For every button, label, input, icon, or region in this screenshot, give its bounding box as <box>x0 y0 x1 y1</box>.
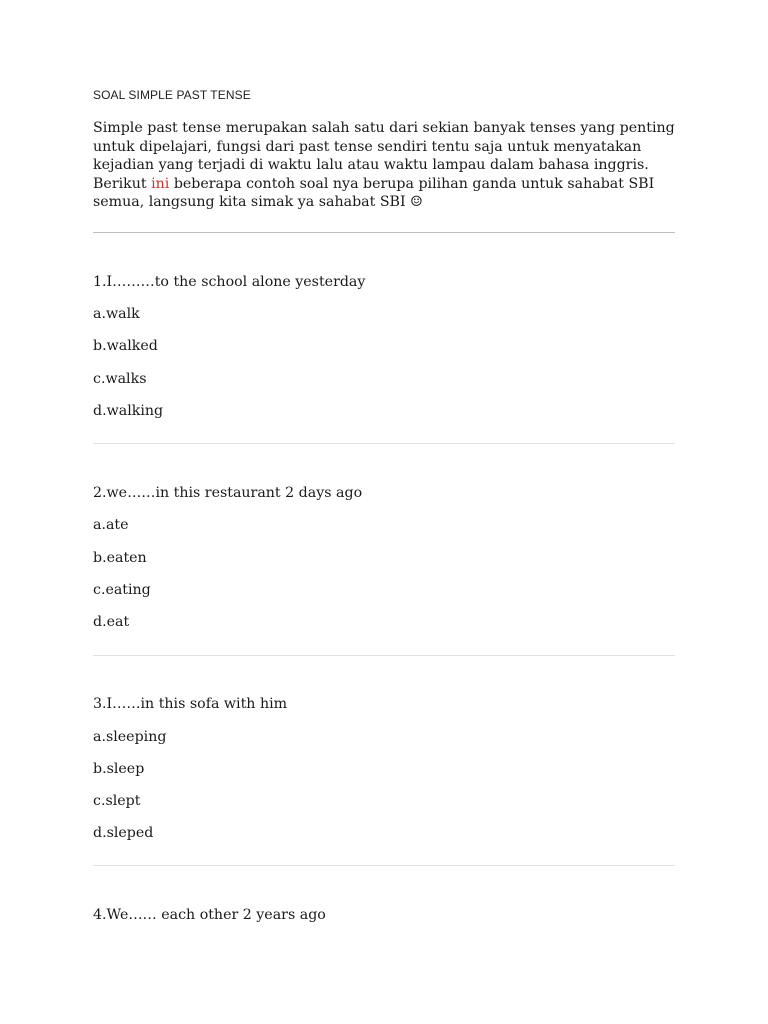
question-2-option-a: a.ate <box>93 517 129 533</box>
question-2: 2.we……in this restaurant 2 days ago <box>93 485 363 501</box>
question-2-option-c: c.eating <box>93 582 151 598</box>
question-3-option-b: b.sleep <box>93 761 145 777</box>
question-2-option-b: b.eaten <box>93 550 147 566</box>
question-1-option-a: a.walk <box>93 306 140 322</box>
question-4: 4.We…… each other 2 years ago <box>93 907 326 923</box>
question-3-option-a: a.sleeping <box>93 729 167 745</box>
intro-paragraph <box>93 119 675 212</box>
question-2-option-d: d.eat <box>93 614 130 630</box>
question-divider <box>93 865 675 866</box>
question-divider <box>93 443 675 444</box>
question-1: 1.I………to the school alone yesterday <box>93 274 366 290</box>
question-1-option-c: c.walks <box>93 371 147 387</box>
question-3: 3.I……in this sofa with him <box>93 696 288 712</box>
question-3-option-d: d.sleped <box>93 825 154 841</box>
question-3-option-c: c.slept <box>93 793 141 809</box>
intro-text-end: beberapa contoh soal nya berupa pilihan ganda untuk sahabat SBI semua, langsung kita simak ya sahabat SBI ☺ <box>93 175 655 211</box>
document-title: SOAL SIMPLE PAST TENSE <box>93 88 251 102</box>
question-divider <box>93 655 675 656</box>
intro-text-start: Simple past tense merupakan salah satu dari sekian banyak tenses yang penting untuk dipelajari, fungsi dari past tense sendiri tentu saja untuk menyatakan kejadian yang terjadi di waktu lalu atau waktu lampau dalam bahasa inggris. Berikut <box>93 120 675 192</box>
question-1-option-b: b.walked <box>93 338 158 354</box>
intro-highlight-link[interactable]: ini <box>151 175 170 192</box>
intro-divider <box>93 232 675 233</box>
question-1-option-d: d.walking <box>93 403 164 419</box>
